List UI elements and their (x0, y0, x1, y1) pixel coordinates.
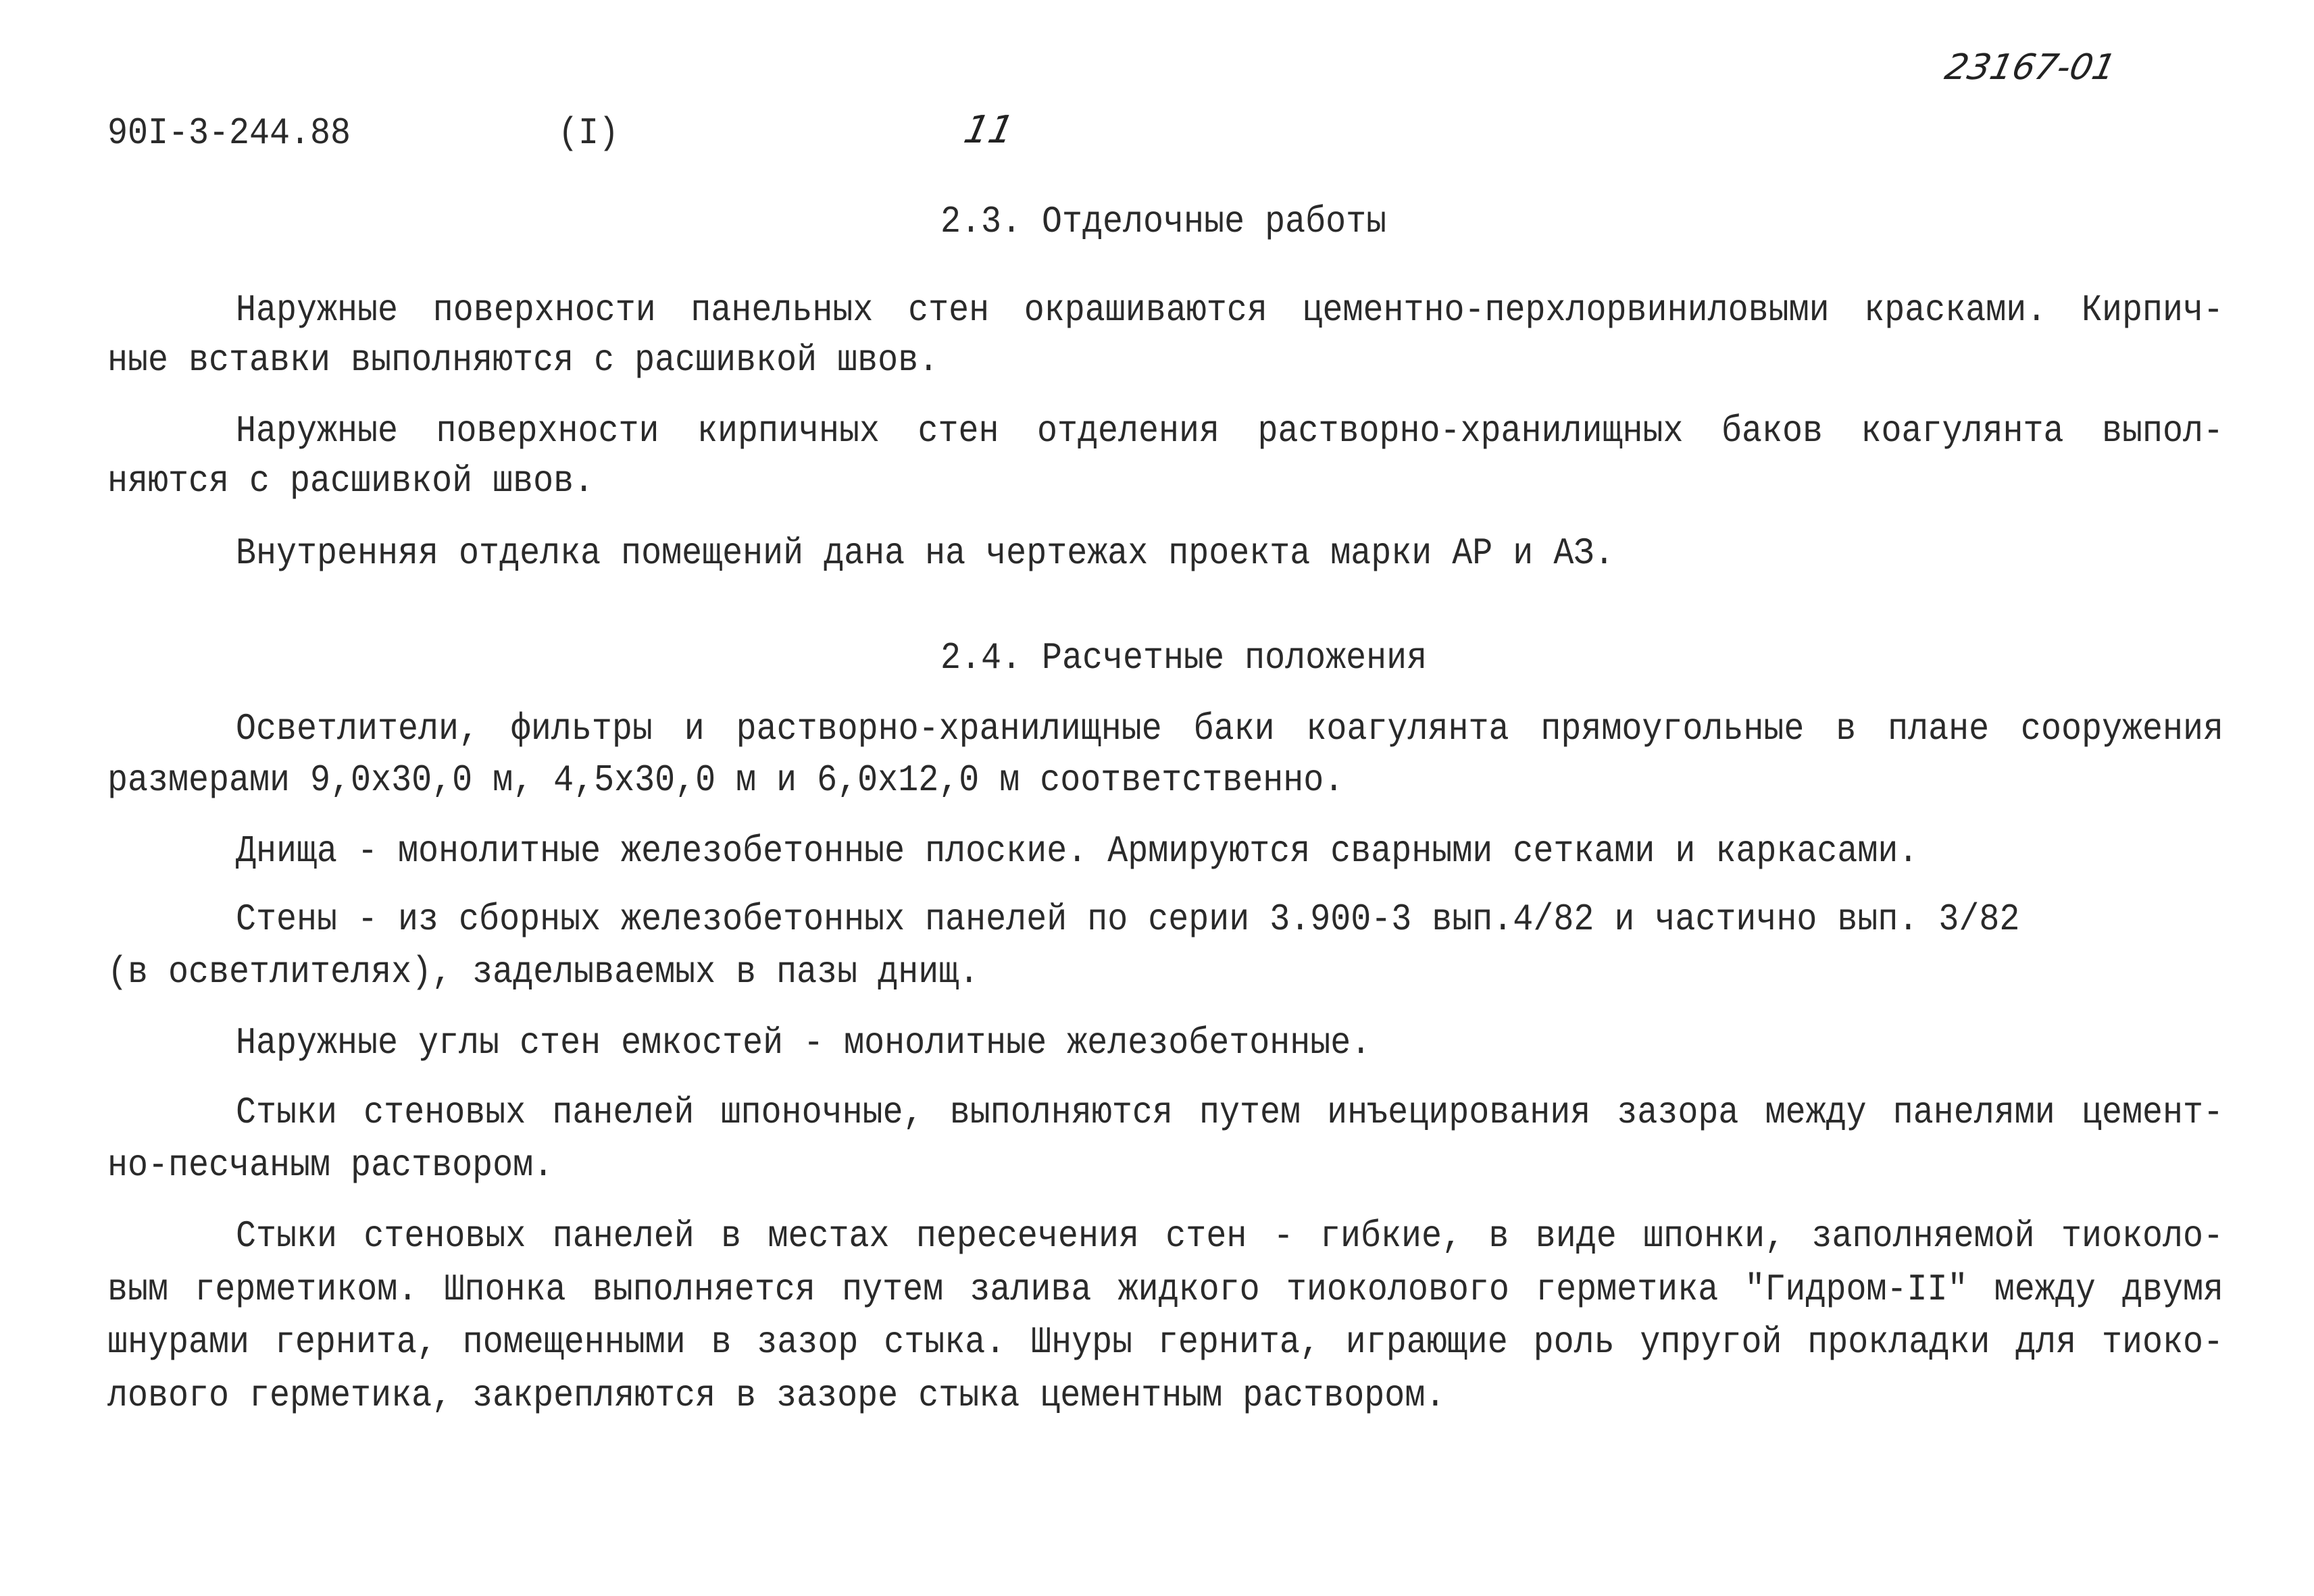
paragraph-line: Стыки стеновых панелей в местах пересечения стен - гибкие, в виде шпонки, заполняемой тиоколо- (236, 1215, 2223, 1258)
paragraph-line: Наружные поверхности панельных стен окрашиваются цементно-перхлорвиниловыми красками. Кирпич- (236, 289, 2223, 332)
paragraph-line: но-песчаным раствором. (107, 1144, 554, 1187)
paragraph-line: Стены - из сборных железобетонных панелей по серии 3.900-3 вып.4/82 и частично вып. 3/82 (236, 898, 2020, 942)
document-code: 90I-3-244.88 (107, 112, 351, 155)
paragraph-line: (в осветлителях), заделываемых в пазы днищ. (107, 951, 980, 994)
paragraph-line: няются с расшивкой швов. (107, 460, 595, 503)
paragraph-line: Внутренняя отделка помещений дана на чертежах проекта марки АР и АЗ. (236, 532, 1615, 575)
paragraph-line: Днища - монолитные железобетонные плоские. Армируются сварными сетками и каркасами. (236, 830, 1919, 873)
paragraph-line: Наружные поверхности кирпичных стен отделения растворно-хранилищных баков коагулянта выпол- (236, 410, 2223, 453)
section-heading-2-4: 2.4. Расчетные положения (940, 637, 1428, 680)
paragraph-line: Стыки стеновых панелей шпоночные, выполняются путем инъецирования зазора между панелями цемент- (236, 1091, 2223, 1135)
paragraph-line: вым герметиком. Шпонка выполняется путем залива жидкого тиоколового герметика "Гидром-II" между двумя (107, 1268, 2223, 1312)
paragraph-line: ные вставки выполняются с расшивкой швов. (107, 339, 939, 382)
archive-number: 23167-01 (1941, 47, 2119, 88)
paragraph-line: размерами 9,0х30,0 м, 4,5х30,0 м и 6,0х12,0 м соответственно. (107, 759, 1344, 802)
volume-number: (I) (558, 112, 620, 155)
page-number: 11 (960, 108, 1018, 152)
section-heading-2-3: 2.3. Отделочные работы (940, 201, 1387, 244)
paragraph-line: Наружные углы стен емкостей - монолитные железобетонные. (236, 1022, 1372, 1065)
paragraph-line: лового герметика, закрепляются в зазоре стыка цементным раствором. (107, 1374, 1446, 1418)
paragraph-line: шнурами гернита, помещенными в зазор стыка. Шнуры гернита, играющие роль упругой прокладки для тиоко- (107, 1321, 2223, 1364)
paragraph-line: Осветлители, фильтры и растворно-хранилищные баки коагулянта прямоугольные в плане сооружения (236, 708, 2223, 751)
